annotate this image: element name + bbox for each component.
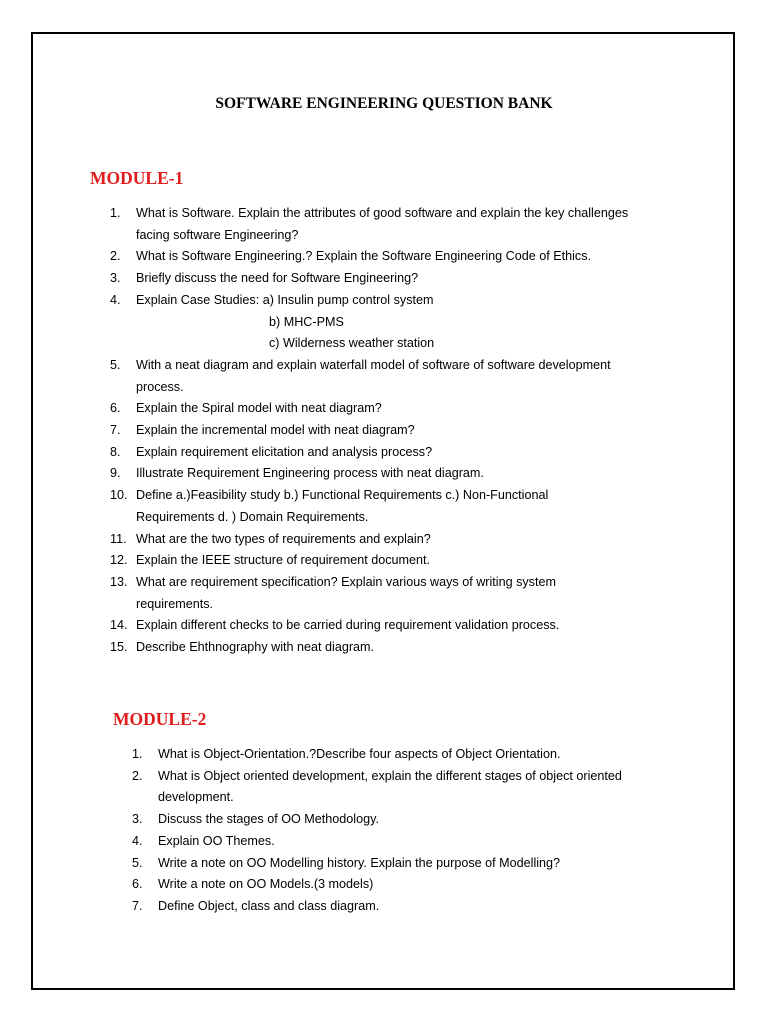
question-number: 3. bbox=[110, 271, 121, 286]
question-text-line: process. bbox=[136, 379, 184, 394]
question-text-line: Explain the IEEE structure of requirement document. bbox=[136, 553, 431, 568]
question-item bbox=[110, 268, 716, 290]
question-text-line: Briefly discuss the need for Software Engineering? bbox=[136, 271, 419, 286]
question-item bbox=[110, 615, 716, 637]
question-number: 15. bbox=[110, 640, 128, 655]
question-text-line: What are requirement specification? Explain various ways of writing system bbox=[136, 574, 556, 589]
question-text-line: Explain Case Studies: a) Insulin pump control system bbox=[136, 292, 434, 307]
question-item bbox=[110, 398, 716, 420]
question-item bbox=[110, 572, 716, 615]
question-number: 14. bbox=[110, 618, 128, 633]
question-number: 1. bbox=[110, 206, 121, 220]
question-item bbox=[110, 637, 716, 659]
question-text-line: What is Software Engineering.? Explain the Software Engineering Code of Ethics. bbox=[136, 249, 592, 264]
document-title: SOFTWARE ENGINEERING QUESTION BANK bbox=[215, 95, 553, 112]
question-item bbox=[132, 853, 718, 875]
question-text-line: requirements. bbox=[136, 596, 213, 611]
question-number: 5. bbox=[132, 855, 143, 870]
question-item bbox=[110, 485, 716, 528]
question-number: 7. bbox=[110, 423, 121, 438]
question-text-line: Explain the Spiral model with neat diagram? bbox=[136, 401, 382, 416]
question-number: 13. bbox=[110, 574, 128, 589]
question-item bbox=[110, 463, 716, 485]
question-number: 4. bbox=[110, 292, 121, 307]
question-number: 2. bbox=[110, 249, 121, 264]
question-text-line: What are the two types of requirements and explain? bbox=[136, 531, 431, 546]
question-number: 11. bbox=[110, 531, 127, 546]
question-text-line: Explain OO Themes. bbox=[158, 833, 275, 848]
question-text-line: What is Software. Explain the attributes of good software and explain the key challenges bbox=[136, 206, 629, 220]
question-text-line: Write a note on OO Models.(3 models) bbox=[158, 877, 374, 892]
question-number: 8. bbox=[110, 444, 121, 459]
question-text-line: Explain different checks to be carried during requirement validation process. bbox=[136, 618, 560, 633]
question-text-line: Define Object, class and class diagram. bbox=[158, 898, 380, 913]
question-text-line: c) Wilderness weather station bbox=[269, 336, 435, 351]
module-1-heading: MODULE-1 bbox=[90, 168, 184, 188]
question-number: 6. bbox=[132, 877, 143, 892]
question-text-line: b) MHC-PMS bbox=[269, 314, 344, 329]
question-text-line: development. bbox=[158, 790, 234, 805]
question-item bbox=[132, 744, 718, 766]
question-text-line: facing software Engineering? bbox=[136, 227, 299, 242]
question-text-line: Define a.)Feasibility study b.) Functional Requirements c.) Non-Functional bbox=[136, 488, 549, 503]
question-number: 5. bbox=[110, 357, 121, 372]
question-text-line: What is Object oriented development, explain the different stages of object oriented bbox=[158, 768, 622, 783]
question-number: 6. bbox=[110, 401, 121, 416]
question-number: 9. bbox=[110, 466, 121, 481]
question-item bbox=[132, 874, 718, 896]
question-text-line: Write a note on OO Modelling history. Explain the purpose of Modelling? bbox=[158, 855, 561, 870]
question-text-line: What is Object-Orientation.?Describe four aspects of Object Orientation. bbox=[158, 747, 561, 761]
question-item bbox=[110, 246, 716, 268]
question-item bbox=[132, 831, 718, 853]
question-number: 1. bbox=[132, 747, 143, 761]
question-text-line: With a neat diagram and explain waterfall model of software of software development bbox=[136, 357, 611, 372]
question-text-line: Explain the incremental model with neat diagram? bbox=[136, 423, 415, 438]
question-number: 2. bbox=[132, 768, 143, 783]
question-item bbox=[132, 896, 718, 918]
question-text-line: Explain requirement elicitation and analysis process? bbox=[136, 444, 433, 459]
question-item bbox=[110, 442, 716, 464]
question-text-line: Discuss the stages of OO Methodology. bbox=[158, 812, 379, 827]
question-item bbox=[132, 766, 718, 809]
module-2-question-list bbox=[132, 744, 718, 918]
question-text-line: Requirements d. ) Domain Requirements. bbox=[136, 509, 369, 524]
module-1-question-list bbox=[110, 203, 716, 659]
question-number: 7. bbox=[132, 898, 143, 913]
question-item bbox=[110, 290, 716, 355]
question-item bbox=[110, 420, 716, 442]
question-text-line: Describe Ehthnography with neat diagram. bbox=[136, 640, 375, 655]
question-number: 12. bbox=[110, 553, 128, 568]
question-item bbox=[132, 809, 718, 831]
question-text-line: Illustrate Requirement Engineering process with neat diagram. bbox=[136, 466, 484, 481]
question-number: 3. bbox=[132, 812, 143, 827]
question-number: 4. bbox=[132, 833, 143, 848]
question-item bbox=[110, 550, 716, 572]
question-item bbox=[110, 203, 716, 246]
module-2-heading: MODULE-2 bbox=[113, 709, 207, 729]
question-item bbox=[110, 529, 716, 551]
question-item bbox=[110, 355, 716, 398]
question-number: 10. bbox=[110, 488, 128, 503]
